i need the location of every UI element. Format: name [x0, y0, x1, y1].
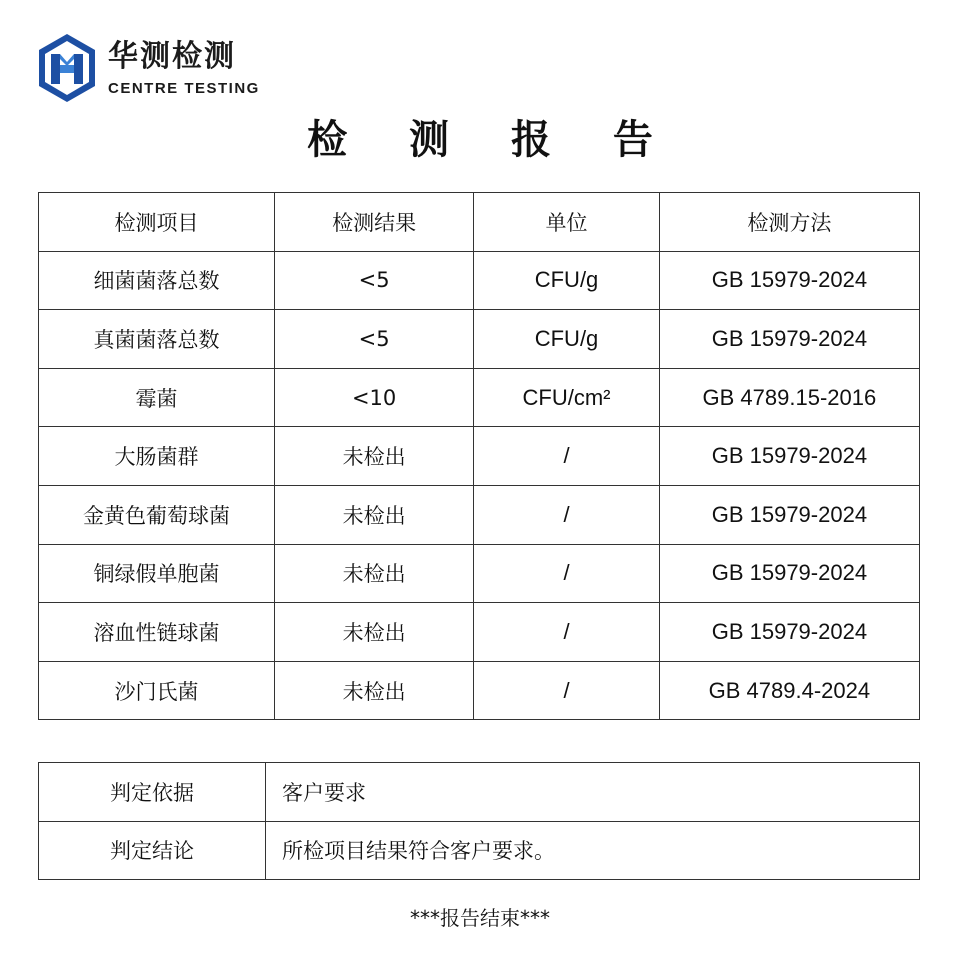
- cell-item: 金黄色葡萄球菌: [39, 485, 275, 544]
- table-row: [39, 544, 920, 603]
- cell-method: GB 15979-2024: [659, 310, 919, 369]
- cell-unit: /: [474, 544, 660, 603]
- brand-name-cn: 华测检测: [108, 38, 236, 74]
- table-row: [39, 485, 920, 544]
- header-unit: 单位: [474, 193, 660, 252]
- cell-result: <5: [274, 251, 473, 310]
- cell-method: GB 15979-2024: [659, 485, 919, 544]
- report-end-note: ***报告结束***: [410, 906, 550, 930]
- cell-unit: CFU/cm²: [474, 368, 660, 427]
- cell-result: <5: [274, 310, 473, 369]
- table-row: [39, 603, 920, 662]
- cell-item: 溶血性链球菌: [39, 603, 275, 662]
- cell-result: 未检出: [274, 427, 473, 486]
- basis-value: 客户要求: [266, 763, 920, 822]
- cell-item: 大肠菌群: [39, 427, 275, 486]
- brand-name-en: CENTRE TESTING: [108, 79, 260, 97]
- header-result: 检测结果: [274, 193, 473, 252]
- cell-unit: /: [474, 661, 660, 720]
- cell-unit: /: [474, 485, 660, 544]
- cell-method: GB 4789.4-2024: [659, 661, 919, 720]
- results-table: [38, 192, 920, 720]
- cell-item: 真菌菌落总数: [39, 310, 275, 369]
- cell-item: 铜绿假单胞菌: [39, 544, 275, 603]
- cell-method: GB 15979-2024: [659, 427, 919, 486]
- basis-label: 判定依据: [39, 763, 266, 822]
- verdict-table: [38, 762, 920, 880]
- cell-unit: /: [474, 427, 660, 486]
- cell-unit: CFU/g: [474, 251, 660, 310]
- table-row: [39, 427, 920, 486]
- table-row: [39, 368, 920, 427]
- conclusion-value: 所检项目结果符合客户要求。: [266, 821, 920, 880]
- table-row: [39, 251, 920, 310]
- cell-item: 沙门氏菌: [39, 661, 275, 720]
- cell-result: <10: [274, 368, 473, 427]
- table-row: [39, 310, 920, 369]
- header-method: 检测方法: [659, 193, 919, 252]
- cell-method: GB 4789.15-2016: [659, 368, 919, 427]
- report-title: 检 测 报 告: [307, 117, 677, 163]
- cell-method: GB 15979-2024: [659, 603, 919, 662]
- cell-result: 未检出: [274, 485, 473, 544]
- cell-result: 未检出: [274, 544, 473, 603]
- cell-result: 未检出: [274, 603, 473, 662]
- company-logo: [36, 32, 260, 104]
- cell-unit: CFU/g: [474, 310, 660, 369]
- conclusion-row: [39, 821, 920, 880]
- cell-unit: /: [474, 603, 660, 662]
- cell-item: 细菌菌落总数: [39, 251, 275, 310]
- centre-testing-logo-icon: [36, 32, 98, 104]
- cell-result: 未检出: [274, 661, 473, 720]
- cell-method: GB 15979-2024: [659, 251, 919, 310]
- table-header-row: [39, 193, 920, 252]
- cell-item: 霉菌: [39, 368, 275, 427]
- header-item: 检测项目: [39, 193, 275, 252]
- table-row: [39, 661, 920, 720]
- basis-row: [39, 763, 920, 822]
- cell-method: GB 15979-2024: [659, 544, 919, 603]
- conclusion-label: 判定结论: [39, 821, 266, 880]
